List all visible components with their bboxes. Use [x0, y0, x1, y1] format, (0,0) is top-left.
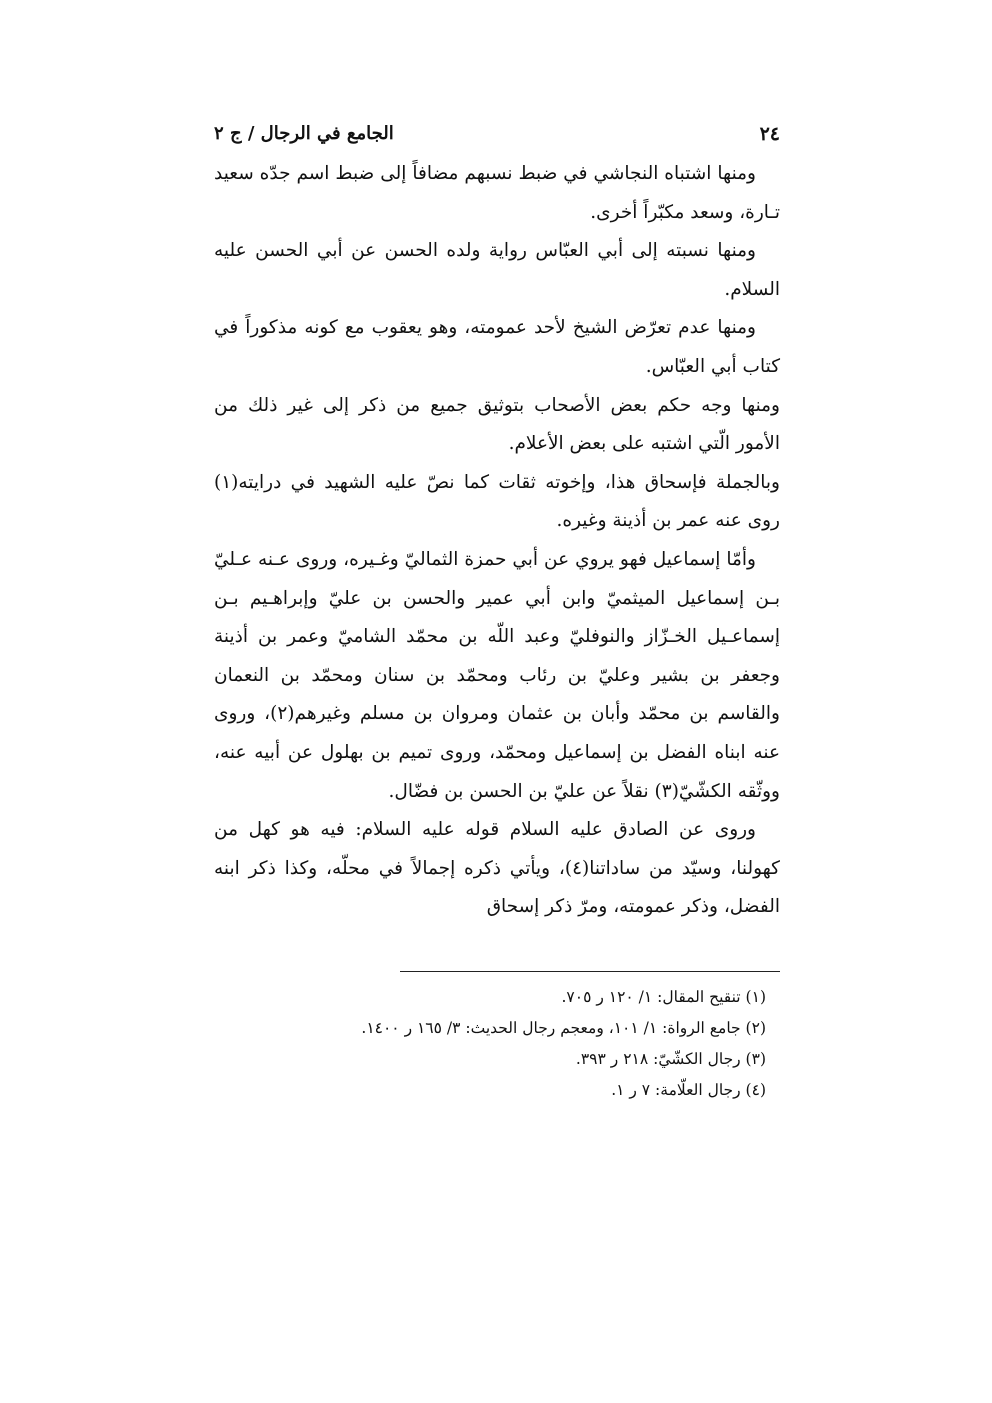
- book-page: [214, 115, 780, 1106]
- paragraph: وروى عن الصادق عليه السلام قوله عليه السلام: فيه هو كهل من كهولنا، وسيّد من ساداتنا(٤)، ويأتي ذكره إجمالاً في محلّه، وكذا ذكر ابنه الفضل، وذكر عمومته، ومرّ ذكر إسحاق: [214, 819, 780, 918]
- paragraph: ومنها نسبته إلى أبي العبّاس رواية ولده الحسن عن أبي الحسن عليه السلام.: [214, 240, 780, 300]
- footnote: (١) تنقيح المقال: ١/ ١٢٠ ر ٧٠٥.: [561, 987, 766, 1006]
- paragraph: وأمّا إسماعيل فهو يروي عن أبي حمزة الثماليّ وغـيره، وروى عـنه عـليّ بـن إسماعيل الميثميّ وابن أبي عمير والحسن بن عليّ وإبراهـيم بـن إسماعـيل الخـزّاز والنوفليّ وعبد اللّه بن محمّد الشاميّ وعمر بن أذينة وجعفر بن بشير وعليّ بن رئاب ومحمّد بن سنان ومحمّد بن النعمان والقاسم بن محمّد وأبان بن عثمان ومروان بن مسلم وغيرهم(٢)، وروى عنه ابناه الفضل بن إسماعيل ومحمّد، وروى تميم بن بهلول عن أبيه عنه، ووثّقه الكشّيّ(٣) نقلاً عن عليّ بن الحسن بن فضّال.: [214, 548, 780, 802]
- footnote: (٢) جامع الرواة: ١/ ١٠١، ومعجم رجال الحديث: ٣/ ١٦٥ ر ١٤٠٠.: [361, 1018, 766, 1037]
- running-title: الجامع في الرجال / ج ٢: [214, 123, 394, 144]
- footnote: (٤) رجال العلّامة: ٧ ر ١.: [611, 1080, 766, 1099]
- paragraph: ومنها اشتباه النجاشي في ضبط نسبهم مضافاً إلى ضبط اسم جدّه سعيد تـارة، وسعد مكبّراً أخرى.: [214, 163, 780, 223]
- page-header: [214, 115, 780, 155]
- page-number: ٢٤: [759, 123, 780, 145]
- paragraph: ومنها وجه حكم بعض الأصحاب بتوثيق جميع من ذكر إلى غير ذلك من الأمور الّتي اشتبه على بعض الأعلام.: [214, 394, 780, 455]
- footnote: (٣) رجال الكشّيّ: ٢١٨ ر ٣٩٣.: [575, 1049, 766, 1068]
- paragraph: ومنها عدم تعرّض الشيخ لأحد عمومته، وهو يعقوب مع كونه مذكوراً في كتاب أبي العبّاس.: [214, 317, 780, 377]
- paragraph: وبالجملة فإسحاق هذا، وإخوته ثقات كما نصّ عليه الشهيد في درايته(١) روى عنه عمر بن أذينة وغيره.: [214, 471, 780, 532]
- body-text: [214, 155, 780, 927]
- footnotes: [214, 982, 780, 1106]
- footnote-divider: [400, 971, 780, 972]
